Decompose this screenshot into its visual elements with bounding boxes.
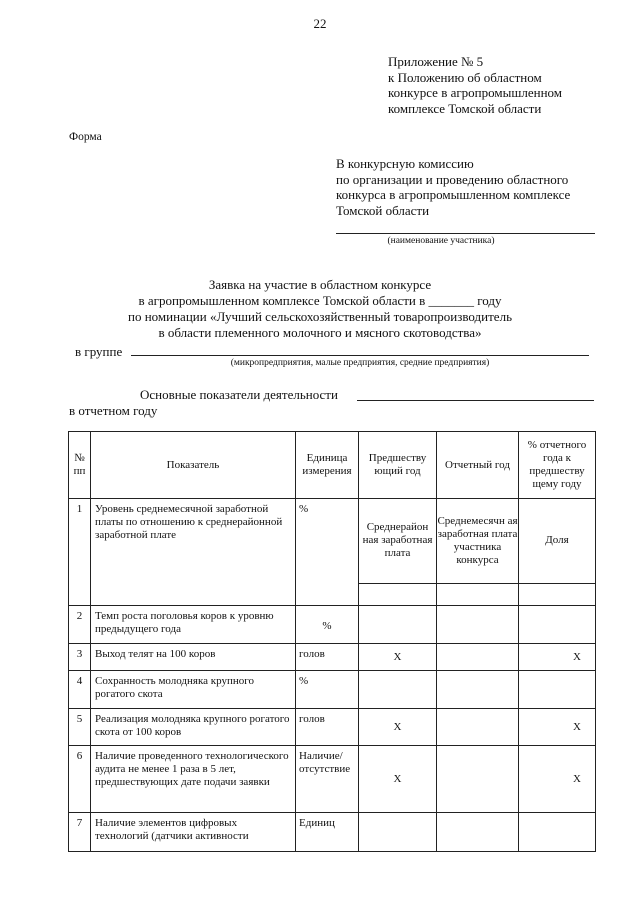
row-ratio-value[interactable] [519, 583, 595, 605]
participant-caption: (наименование участника) [387, 236, 495, 246]
appendix-block [388, 54, 562, 116]
row-prev[interactable] [359, 813, 437, 852]
appendix-line: комплексе Томской области [388, 100, 542, 116]
table-row [69, 644, 596, 671]
row-prev[interactable]: X [359, 644, 437, 671]
table-row [69, 813, 596, 852]
header-ratio: % отчетного года к предшеству щему году [519, 432, 596, 499]
row-prev[interactable]: X [359, 709, 437, 746]
row-ratio[interactable] [519, 606, 596, 644]
row-prev-value[interactable] [359, 583, 436, 605]
row-ratio[interactable] [519, 671, 596, 709]
commission-line: по организации и проведению областного [336, 171, 569, 187]
table-row [69, 709, 596, 746]
row-ratio[interactable] [519, 813, 596, 852]
row-current-value[interactable] [437, 583, 518, 605]
row-num: 2 [69, 606, 91, 644]
commission-block [336, 156, 570, 218]
row-unit: голов [296, 709, 359, 746]
table-row [69, 671, 596, 709]
row-ratio[interactable]: X [519, 709, 596, 746]
row-indicator: Темп роста поголовья коров к уровню предыдущего года [91, 606, 296, 644]
year-label: в отчетном году [69, 403, 158, 418]
row-current[interactable]: Среднемесячн ая заработная плата участника конкурса [437, 499, 518, 583]
appendix-line: конкурсе в агропромышленном [388, 85, 563, 100]
row-indicator: Выход телят на 100 коров [91, 644, 296, 671]
row-num: 5 [69, 709, 91, 746]
row-prev[interactable] [359, 671, 437, 709]
table-row [69, 606, 596, 644]
page-number: 22 [313, 16, 327, 31]
row-current-cell [437, 499, 519, 606]
row-num: 3 [69, 644, 91, 671]
row-unit: % [296, 606, 359, 644]
row-current[interactable] [437, 606, 519, 644]
row-unit: Единиц [296, 813, 359, 852]
appendix-line: к Положению об областном [388, 69, 542, 85]
row-current[interactable] [437, 671, 519, 709]
row-ratio[interactable]: X [519, 644, 596, 671]
row-indicator: Сохранность молодняка крупного рогатого скота [91, 671, 296, 709]
row-indicator: Уровень среднемесячной заработной платы по отношению к среднерайонной заработной плате [91, 499, 296, 606]
commission-line: конкурса в агропромышленном комплексе [336, 187, 571, 202]
commission-line: В конкурсную комиссию [336, 156, 474, 171]
row-ratio[interactable]: X [519, 746, 596, 813]
header-indicator: Показатель [91, 432, 296, 499]
row-num: 7 [69, 813, 91, 852]
indicators-table [68, 431, 596, 852]
group-caption: (микропредприятия, малые предприятия, средние предприятия) [230, 358, 490, 368]
row-current[interactable] [437, 813, 519, 852]
table-row [69, 746, 596, 813]
row-unit: Наличие/ отсутствие [296, 746, 359, 813]
row-prev[interactable]: X [359, 746, 437, 813]
row-prev[interactable] [359, 606, 437, 644]
title-line: по номинации «Лучший сельскохозяйственный товаропроизводитель [128, 309, 512, 324]
title-line: в области племенного молочного и мясного скотоводства» [158, 325, 482, 340]
row-unit: % [296, 499, 359, 606]
header-unit: Единица измерения [296, 432, 359, 499]
row-ratio[interactable]: Доля [519, 499, 595, 583]
row-num: 6 [69, 746, 91, 813]
participant-name-line[interactable] [336, 233, 595, 234]
application-title [0, 277, 640, 341]
group-label: в группе [75, 344, 123, 359]
row-current[interactable] [437, 746, 519, 813]
header-current-year: Отчетный год [437, 432, 519, 499]
appendix-line: Приложение № 5 [388, 54, 484, 69]
table-row [69, 499, 596, 606]
indicators-line[interactable] [357, 400, 594, 401]
row-prev[interactable]: Среднерайон ная заработная плата [359, 499, 436, 583]
row-indicator: Реализация молодняка крупного рогатого скота от 100 коров [91, 709, 296, 746]
group-line[interactable] [131, 355, 589, 356]
row-current[interactable] [437, 644, 519, 671]
header-prev-year: Предшеству ющий год [359, 432, 437, 499]
row-prev-cell [359, 499, 437, 606]
form-label: Форма [69, 131, 102, 143]
row-indicator: Наличие элементов цифровых технологий (датчики активности [91, 813, 296, 852]
row-num: 1 [69, 499, 91, 606]
row-current[interactable] [437, 709, 519, 746]
title-line: в агропромышленном комплексе Томской области в _______ году [138, 293, 502, 308]
table-header-row [69, 432, 596, 499]
title-line: Заявка на участие в областном конкурсе [208, 277, 432, 292]
commission-line: Томской области [336, 202, 430, 218]
row-ratio-cell [519, 499, 596, 606]
row-unit: голов [296, 644, 359, 671]
header-num: № пп [69, 432, 91, 499]
row-num: 4 [69, 671, 91, 709]
row-indicator: Наличие проведенного технологического аудита не менее 1 раза в 5 лет, предшествующих дате подачи заявки [91, 746, 296, 813]
row-unit: % [296, 671, 359, 709]
indicators-label: Основные показатели деятельности [140, 387, 338, 402]
